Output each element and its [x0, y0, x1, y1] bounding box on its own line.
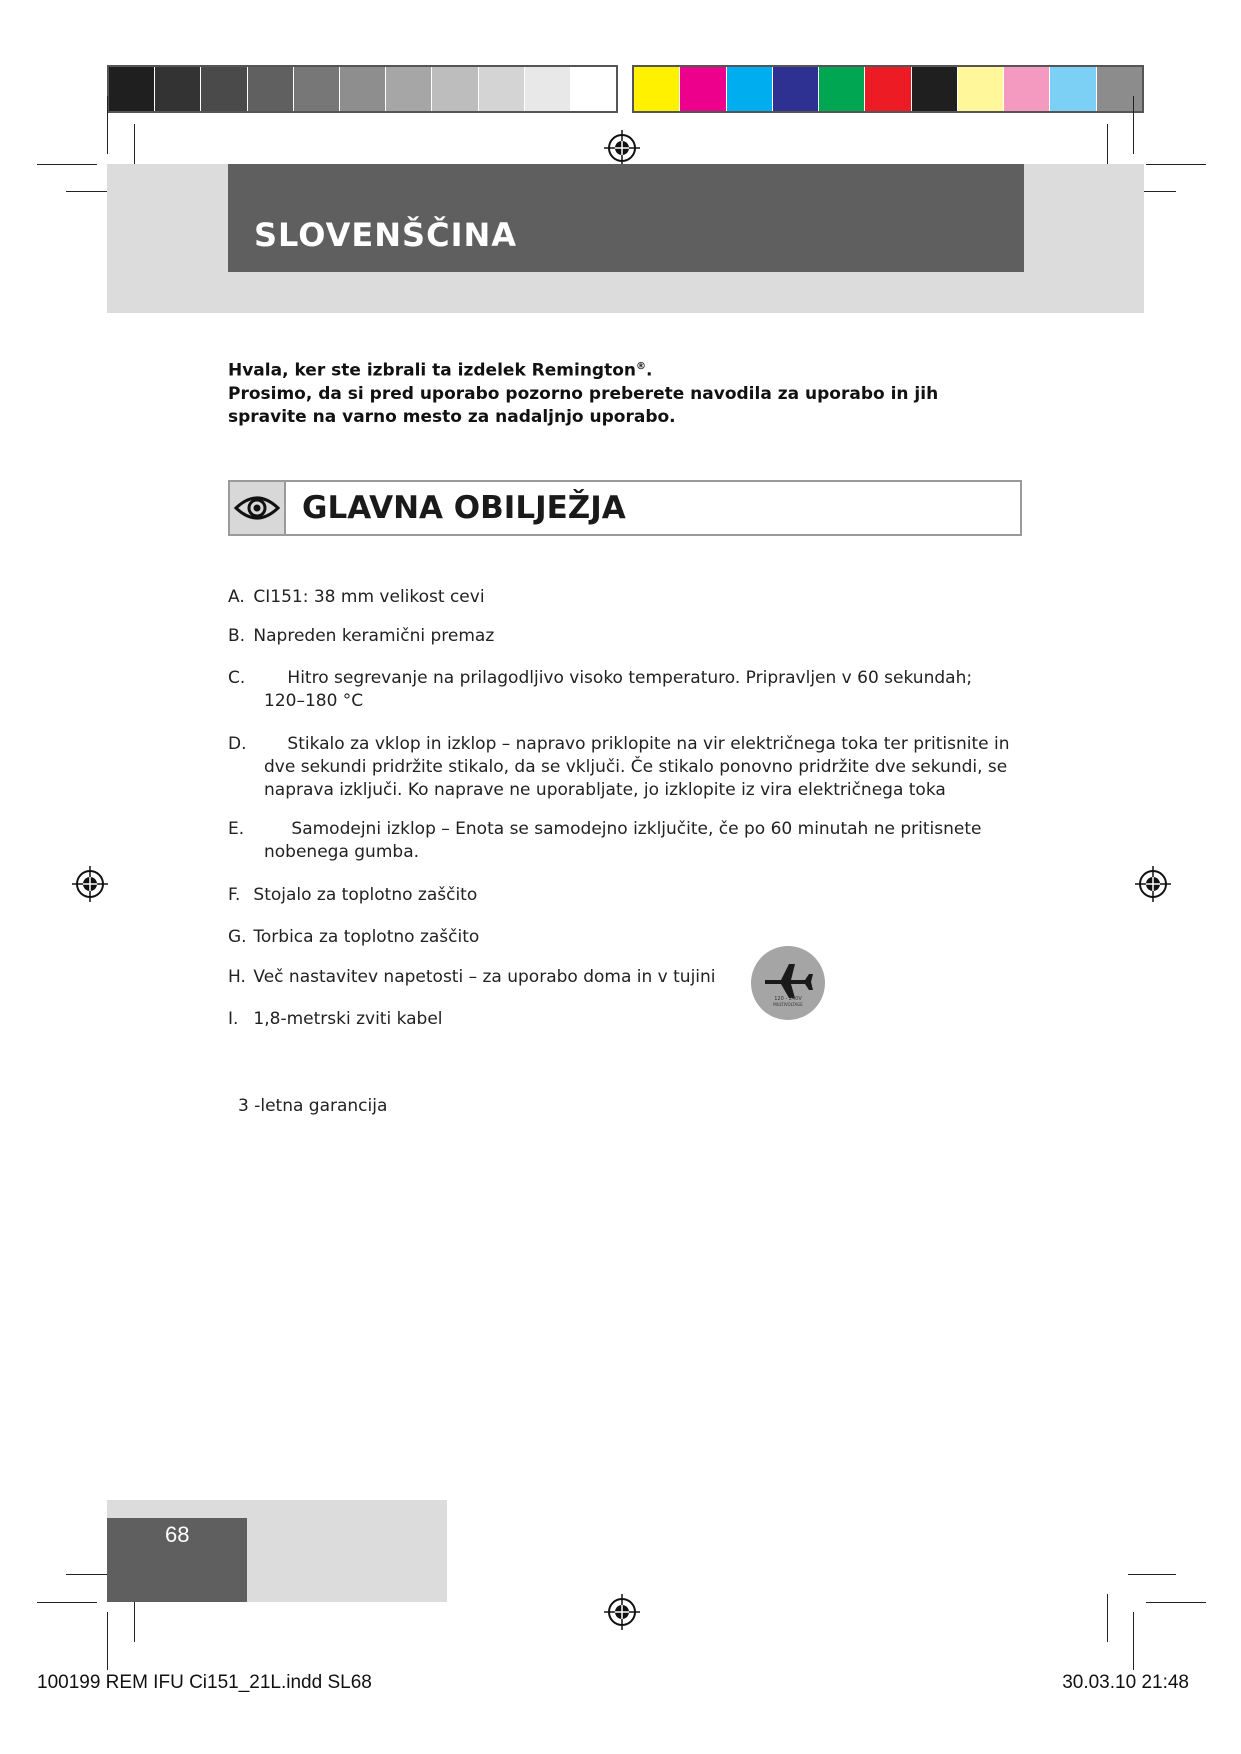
- color-swatch: [727, 67, 773, 111]
- section-title: GLAVNA OBILJEŽJA: [302, 490, 626, 526]
- badge-voltage: 120 - 240V: [774, 996, 802, 1002]
- color-swatch: [680, 67, 726, 111]
- list-item-letter: C.: [228, 668, 246, 688]
- color-swatch: [340, 67, 386, 111]
- list-item-letter: F.: [228, 885, 241, 905]
- list-item-letter: A.: [228, 587, 245, 607]
- list-item: [228, 884, 988, 907]
- list-item-text: Napreden keramični premaz: [253, 626, 495, 646]
- color-swatch: [432, 67, 478, 111]
- list-item: [228, 818, 988, 864]
- badge-label: MULTIVOLTAGE: [773, 1002, 803, 1007]
- list-item-letter: D.: [228, 734, 247, 754]
- crop-mark: [1133, 96, 1134, 154]
- color-swatch: [865, 67, 911, 111]
- multivoltage-badge: [751, 946, 825, 1020]
- crop-mark: [1107, 1594, 1108, 1642]
- registration-mark-icon: [1135, 866, 1171, 902]
- page-number: 68: [165, 1522, 190, 1547]
- section-heading: [228, 480, 1022, 536]
- color-swatch: [248, 67, 294, 111]
- crop-mark: [1128, 1574, 1176, 1575]
- color-swatch: [571, 67, 616, 111]
- crop-mark: [1133, 1612, 1134, 1670]
- list-item-text-continued: 120–180 °C: [264, 691, 364, 711]
- list-item-text-continued: nobenega gumba.: [264, 842, 420, 862]
- airplane-icon: [751, 946, 825, 1020]
- list-item-text: Stojalo za toplotno zaščito: [253, 885, 478, 905]
- intro-instructions: Prosimo, da si pred uporabo pozorno preberete navodila za uporabo in jih spravite na varno mesto za nadaljnjo uporabo.: [228, 383, 939, 427]
- registered-mark: ®: [636, 361, 647, 372]
- registration-mark-icon: [72, 866, 108, 902]
- list-item: [228, 926, 988, 949]
- warranty-text: 3 -letna garancija: [238, 1096, 388, 1116]
- crop-mark: [107, 1612, 108, 1670]
- list-item-text: Hitro segrevanje na prilagodljivo visoko temperaturo. Pripravljen v 60 sekundah;: [287, 668, 973, 688]
- color-swatch: [479, 67, 525, 111]
- list-item: [228, 966, 988, 989]
- language-title: SLOVENŠČINA: [254, 216, 518, 254]
- grayscale-color-bar: [107, 65, 618, 113]
- process-color-bar: [632, 65, 1144, 113]
- list-item: [228, 667, 988, 713]
- registration-mark-icon: [604, 130, 640, 166]
- list-item-text: 1,8-metrski zviti kabel: [253, 1009, 443, 1029]
- list-item-letter: H.: [228, 967, 246, 987]
- color-swatch: [634, 67, 680, 111]
- color-swatch: [1097, 67, 1142, 111]
- section-icon-box: [230, 482, 286, 534]
- crop-mark: [37, 1602, 97, 1603]
- color-swatch: [525, 67, 571, 111]
- list-item: [228, 733, 1028, 802]
- color-swatch: [773, 67, 819, 111]
- list-item-text: Torbica za toplotno zaščito: [253, 927, 480, 947]
- color-swatch: [109, 67, 155, 111]
- color-swatch: [1050, 67, 1096, 111]
- list-item: [228, 1008, 988, 1031]
- list-item-letter: E.: [228, 819, 245, 839]
- file-slug: 100199 REM IFU Ci151_21L.indd SL68: [37, 1672, 372, 1693]
- color-swatch: [819, 67, 865, 111]
- color-swatch: [1004, 67, 1050, 111]
- list-item-text-continued: dve sekundi pridržite stikalo, da se vključi. Če stikalo ponovno pridržite dve sekundi, se: [264, 757, 1008, 777]
- color-swatch: [294, 67, 340, 111]
- crop-mark: [1146, 164, 1206, 165]
- intro-thanks: Hvala, ker ste izbrali ta izdelek Remington: [228, 360, 637, 381]
- list-item: [228, 586, 988, 609]
- registration-mark-icon: [604, 1594, 640, 1630]
- color-swatch: [386, 67, 432, 111]
- intro-period: .: [646, 360, 653, 381]
- color-swatch: [155, 67, 201, 111]
- crop-mark: [37, 164, 97, 165]
- list-item-text-continued: naprava izključi. Ko naprave ne uporabljate, jo izklopite iz vira električnega toka: [264, 780, 946, 800]
- crop-mark: [107, 96, 108, 154]
- list-item-letter: B.: [228, 626, 246, 646]
- list-item-letter: G.: [228, 927, 247, 947]
- color-swatch: [912, 67, 958, 111]
- color-swatch: [958, 67, 1004, 111]
- eye-icon: [230, 482, 284, 534]
- crop-mark: [1146, 1602, 1206, 1603]
- list-item-text: Stikalo za vklop in izklop – napravo priklopite na vir električnega toka ter pritisnite in: [287, 734, 1010, 754]
- date-slug: 30.03.10 21:48: [1062, 1672, 1189, 1693]
- list-item: [228, 625, 988, 648]
- list-item-text: CI151: 38 mm velikost cevi: [253, 587, 485, 607]
- list-item-text: Samodejni izklop – Enota se samodejno izključite, če po 60 minutah ne pritisnete: [291, 819, 982, 839]
- list-item-text: Več nastavitev napetosti – za uporabo doma in v tujini: [253, 967, 716, 987]
- list-item-letter: I.: [228, 1009, 239, 1029]
- color-swatch: [201, 67, 247, 111]
- intro-text: [228, 355, 968, 429]
